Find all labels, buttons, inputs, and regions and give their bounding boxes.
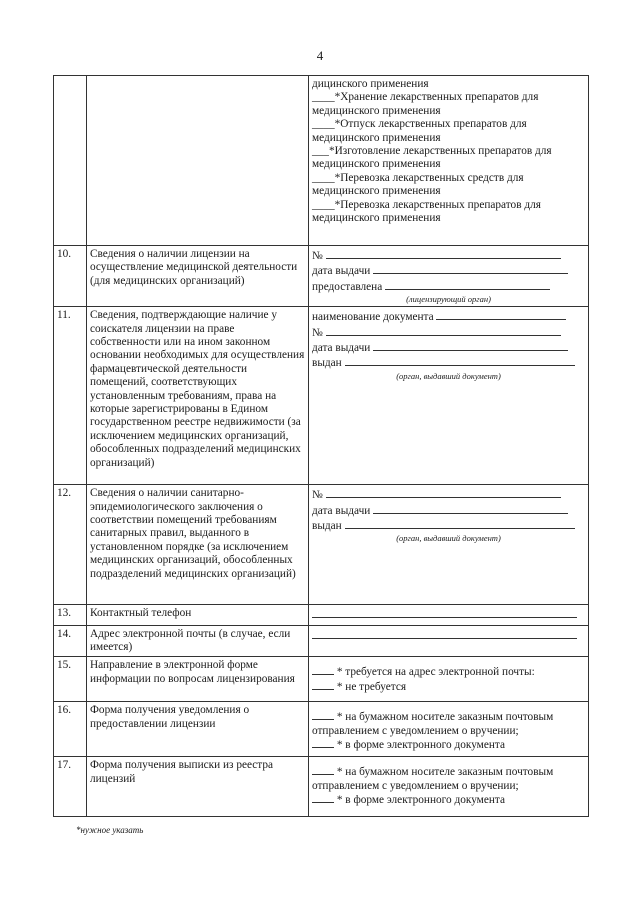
option-text: дицинского применения (312, 78, 429, 90)
row-number-cell (54, 76, 87, 246)
license-fields (309, 246, 589, 307)
table-row-13 (54, 605, 589, 625)
field-caption: (лицензирующий орган) (406, 294, 491, 305)
license-application-table (53, 75, 589, 817)
table-row-14 (54, 625, 589, 657)
option-label: * не требуется (336, 680, 407, 693)
field-date-label: дата выдачи (312, 342, 371, 355)
field-granted-label: предоставлена (312, 280, 383, 293)
table-row-continuation (54, 76, 589, 246)
field-number-label: № (312, 250, 323, 262)
row-label: Форма получения уведомления о предоставлении лицензии (87, 702, 309, 757)
option-label: * на бумажном носителе заказным почтовым отправлением с уведомлением о вручении; (312, 766, 554, 792)
field-doc-label: наименование документа (312, 311, 434, 324)
field-issued-label: выдан (312, 357, 342, 370)
option-storage[interactable]: ____*Хранение лекарственных препаратов для медицинского применения (312, 91, 539, 117)
electronic-info-options (309, 657, 589, 702)
field-number-label: № (312, 489, 323, 502)
field-date-label: дата выдачи (312, 504, 371, 517)
row-label-cell (87, 76, 309, 246)
row-number: 15. (54, 657, 87, 702)
option-not-required[interactable] (312, 680, 585, 694)
row-number: 13. (54, 605, 87, 625)
field-date-label: дата выдачи (312, 265, 371, 278)
row-number: 11. (54, 307, 87, 485)
field-caption: (орган, выдавший документ) (396, 533, 501, 544)
table-row-10 (54, 246, 589, 307)
row-label: Сведения о наличии санитарно-эпидемиологического заключения о соответствии помещений требованиям санитарных правил, выданного в установленном порядке (за исключением медицинских организаций, обособленных подразделений медицинских организаций) (87, 485, 309, 605)
premises-fields (309, 307, 589, 485)
row-label: Сведения о наличии лицензии на осуществление медицинской деятельности (для медицинских организаций) (87, 246, 309, 307)
field-number-label: № (312, 326, 323, 339)
notification-options (309, 702, 589, 757)
field-date-input[interactable] (373, 263, 568, 274)
field-issued-input[interactable] (345, 355, 575, 366)
sanitary-fields (309, 485, 589, 605)
option-label: * в форме электронного документа (336, 794, 505, 807)
row-label: Контактный телефон (87, 605, 309, 625)
field-doc-input[interactable] (436, 309, 566, 320)
row-number: 16. (54, 702, 87, 757)
option-manufacturing[interactable]: ___*Изготовление лекарственных препаратов для медицинского применения (312, 145, 552, 171)
activity-options-cell (309, 76, 589, 246)
table-row-12 (54, 485, 589, 605)
field-number-input[interactable] (326, 487, 561, 498)
row-number: 14. (54, 625, 87, 657)
field-date-input[interactable] (373, 340, 568, 351)
field-date-input[interactable] (373, 503, 568, 514)
option-dispensing[interactable]: ____*Отпуск лекарственных препаратов для медицинского применения (312, 118, 527, 144)
row-label: Направление в электронной форме информации по вопросам лицензирования (87, 657, 309, 702)
phone-input[interactable] (309, 605, 589, 625)
option-label: * на бумажном носителе заказным почтовым отправлением с уведомлением о вручении; (312, 711, 554, 737)
option-paper-mail[interactable] (312, 710, 585, 738)
option-required-email[interactable] (312, 665, 585, 679)
option-electronic[interactable] (312, 793, 585, 807)
row-number: 17. (54, 757, 87, 817)
row-label: Форма получения выписки из реестра лицензий (87, 757, 309, 817)
table-row-11 (54, 307, 589, 485)
option-transport-preparations[interactable]: ____*Перевозка лекарственных препаратов для медицинского применения (312, 198, 541, 225)
field-number-input[interactable] (326, 325, 561, 336)
page-number: 4 (316, 48, 324, 63)
field-granted-input[interactable] (385, 279, 550, 290)
extract-options (309, 757, 589, 817)
field-issued-input[interactable] (345, 518, 575, 529)
option-transport-substances[interactable]: ____*Перевозка лекарственных средств для медицинского применения (312, 171, 524, 198)
table-row-17 (54, 757, 589, 817)
row-label: Сведения, подтверждающие наличие у соискателя лицензии на праве собственности или на ином законном основании необходимых для осуществления фармацевтической деятельности помещений, соответствующих установленным требованиям, права на которые зарегистрированы в Едином государственном реестре недвижимости (за исключением медицинских организаций, обособленных подразделений медицинских организаций) (87, 307, 309, 485)
option-electronic[interactable] (312, 738, 585, 752)
option-label: * в форме электронного документа (336, 739, 505, 752)
field-issued-label: выдан (312, 520, 342, 533)
email-input[interactable] (309, 625, 589, 657)
option-label: * требуется на адрес электронной почты: (336, 666, 535, 679)
row-number: 12. (54, 485, 87, 605)
field-number-input[interactable] (326, 248, 561, 259)
footnote: *нужное указать (76, 825, 144, 835)
table-row-15 (54, 657, 589, 702)
field-caption: (орган, выдавший документ) (396, 370, 501, 381)
table-row-16 (54, 702, 589, 757)
row-number: 10. (54, 246, 87, 307)
row-label: Адрес электронной почты (в случае, если имеется) (87, 625, 309, 657)
option-paper-mail[interactable] (312, 765, 585, 793)
